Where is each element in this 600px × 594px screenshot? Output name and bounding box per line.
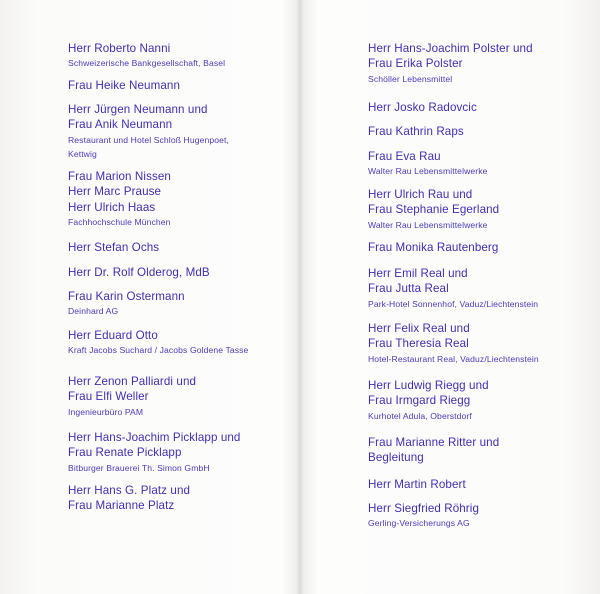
guest-name: Frau Erika Polster: [368, 57, 463, 71]
guest-name: Herr Marc Prause: [68, 185, 162, 199]
guest-entry: [368, 266, 538, 311]
guest-affiliation: Fachhochschule München: [68, 217, 171, 228]
guest-name: Frau Marion Nissen: [68, 170, 171, 183]
guest-entry: [68, 41, 225, 70]
guest-entry: [368, 124, 464, 139]
guest-name: Frau Theresia Real: [368, 337, 469, 351]
guest-name: Herr Hans G. Platz und: [68, 484, 191, 497]
guest-name: Begleitung: [368, 451, 424, 465]
guest-name: Herr Hans-Joachim Polster und: [368, 42, 533, 55]
guest-entry: [68, 374, 196, 419]
guest-affiliation: Walter Rau Lebensmittelwerke: [368, 219, 488, 230]
guest-entry: [368, 501, 479, 530]
guest-affiliation: Restaurant und Hotel Schloß Hugenpoet,: [68, 134, 229, 145]
page-gutter: [297, 0, 303, 594]
guest-entry: [368, 149, 488, 178]
guest-name: Herr Roberto Nanni: [68, 42, 171, 55]
guest-affiliation: Walter Rau Lebensmittelwerke: [368, 166, 488, 177]
guest-entry: [368, 321, 539, 366]
guest-name: Herr Ulrich Rau und: [368, 188, 473, 201]
guest-name: Herr Ulrich Haas: [68, 200, 156, 214]
guest-name: Frau Marianne Platz: [68, 499, 175, 513]
guest-name: Frau Marianne Ritter und: [368, 436, 500, 449]
guest-entry: [68, 265, 210, 280]
guest-affiliation: Kettwig: [68, 148, 97, 159]
guest-entry: [68, 483, 190, 514]
guest-name: Herr Eduard Otto: [68, 329, 158, 342]
guest-name: Herr Josko Radovcic: [368, 101, 477, 114]
guest-name: Herr Dr. Rolf Olderog, MdB: [68, 266, 210, 279]
guest-entry: [68, 169, 171, 229]
guest-affiliation: Park-Hotel Sonnenhof, Vaduz/Liechtenstein: [368, 298, 539, 309]
guest-entry: [368, 187, 499, 232]
guest-affiliation: Bitburger Brauerei Th. Simon GmbH: [68, 462, 210, 473]
guest-entry: [368, 240, 498, 255]
guest-entry: [68, 78, 180, 93]
guest-entry: [68, 430, 240, 475]
guest-name: Herr Emil Real und: [368, 267, 468, 280]
guest-name: Frau Kathrin Raps: [368, 125, 464, 138]
guest-name: Herr Martin Robert: [368, 478, 466, 491]
guest-entry: [368, 378, 489, 423]
guest-name: Frau Jutta Real: [368, 282, 449, 296]
guest-name: Frau Irmgard Riegg: [368, 394, 471, 408]
guest-entry: [368, 100, 477, 115]
guest-affiliation: Gerling-Versicherungs AG: [368, 518, 470, 529]
guest-affiliation: Schöller Lebensmittel: [368, 73, 453, 84]
guest-name: Herr Siegfried Röhrig: [368, 502, 479, 515]
guest-entry: [68, 102, 229, 161]
guest-affiliation: Kurhotel Adula, Oberstdorf: [368, 410, 472, 421]
guest-name: Herr Zenon Palliardi und: [68, 375, 197, 388]
guest-name: Frau Stephanie Egerland: [368, 203, 500, 217]
guest-name: Frau Renate Picklapp: [68, 446, 182, 460]
guest-entry: [68, 328, 248, 357]
guest-name: Frau Eva Rau: [368, 150, 441, 163]
guest-name: Frau Karin Ostermann: [68, 290, 185, 303]
guest-entry: [368, 477, 466, 492]
guest-affiliation: Schweizerische Bankgesellschaft, Basel: [68, 58, 226, 69]
guest-entry: [68, 289, 185, 318]
guest-name: Herr Jürgen Neumann und: [68, 103, 208, 116]
guest-name: Frau Anik Neumann: [68, 118, 173, 132]
guest-name: Frau Heike Neumann: [68, 79, 180, 92]
guest-affiliation: Kraft Jacobs Suchard / Jacobs Goldene Tasse: [68, 345, 249, 356]
guest-entry: [68, 240, 159, 255]
guest-name: Herr Hans-Joachim Picklapp und: [68, 431, 241, 444]
guest-affiliation: Deinhard AG: [68, 306, 119, 317]
guest-affiliation: Ingenieurbüro PAM: [68, 406, 144, 417]
guest-entry: [368, 435, 499, 466]
guest-name: Herr Stefan Ochs: [68, 241, 160, 254]
guest-name: Frau Elfi Weller: [68, 390, 149, 404]
guest-name: Frau Monika Rautenberg: [368, 241, 499, 254]
guest-name: Herr Felix Real und: [368, 322, 470, 335]
guest-entry: [368, 41, 533, 86]
guest-name: Herr Ludwig Riegg und: [368, 379, 489, 392]
guest-affiliation: Hotel-Restaurant Real, Vaduz/Liechtenstein: [368, 353, 539, 364]
